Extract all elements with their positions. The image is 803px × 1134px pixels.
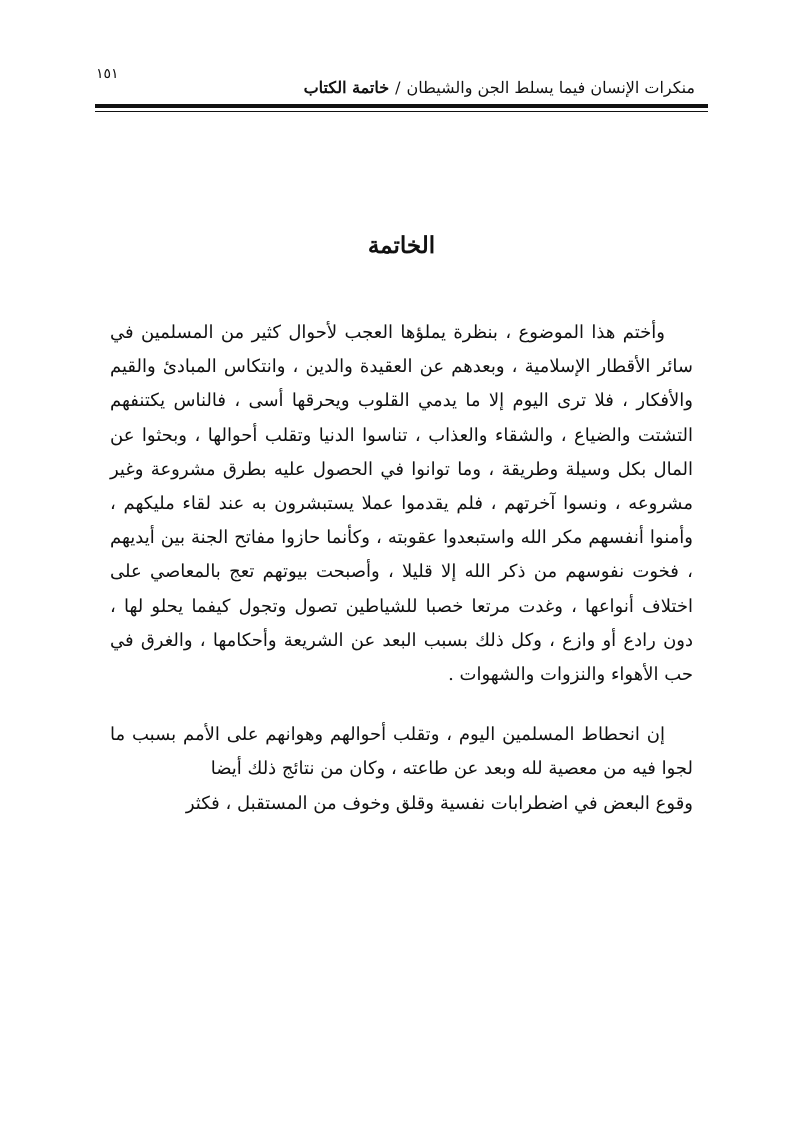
body-text bbox=[110, 316, 693, 821]
header-rule-thin bbox=[95, 111, 708, 112]
paragraph: وأختم هذا الموضوع ، بنظرة يملؤها العجب لأحوال كثير من المسلمين في سائر الأقطار الإسلامية ، وبعدهم عن العقيدة والدين ، وانتكاس المبادئ والقيم والأفكار ، فلا ترى اليوم إلا ما يدمي القلوب ويحرقها أسى ، فالناس يكتنفهم التشتت والضياع ، والشقاء والعذاب ، تناسوا الدنيا وتقلب أحوالها ، وبحثوا عن المال بكل وسيلة وطريقة ، وما توانوا في الحصول عليه بطرق مشروعة وغير مشروعه ، ونسوا آخرتهم ، فلم يقدموا عملا يستبشرون به عند لقاء مليكهم ، وأمنوا أنفسهم مكر الله واستبعدوا عقوبته ، وكأنما حازوا مفاتح الجنة بين أيديهم ، فخوت نفوسهم من ذكر الله إلا قليلا ، وأصبحت بيوتهم تعج بالمعاصي على اختلاف أنواعها ، وغدت مرتعا خصبا للشياطين تصول وتجول كيفما يحلو لها ، دون رادع أو وازع ، وكل ذلك بسبب البعد عن الشريعة وأحكامها ، والغرق في حب الأهواء والنزوات والشهوات . bbox=[110, 322, 693, 686]
book-title: منكرات الإنسان فيما يسلط الجن والشيطان bbox=[406, 78, 695, 97]
header-rule-thick bbox=[95, 104, 708, 108]
paragraph: وقوع البعض في اضطرابات نفسية وقلق وخوف من المستقبل ، فكثر bbox=[185, 792, 693, 814]
chapter-title: الخاتمة bbox=[367, 232, 436, 259]
paragraph: إن انحطاط المسلمين اليوم ، وتقلب أحوالهم وهوانهم على الأمم بسبب ما لجوا فيه من معصية لله وبعد عن طاعته ، وكان من نتائج ذلك أيضا bbox=[110, 724, 693, 780]
running-header bbox=[303, 78, 695, 97]
page-number: ١٥١ bbox=[96, 66, 119, 82]
header-separator: / bbox=[395, 78, 401, 97]
section-name: خاتمة الكتاب bbox=[303, 78, 390, 97]
